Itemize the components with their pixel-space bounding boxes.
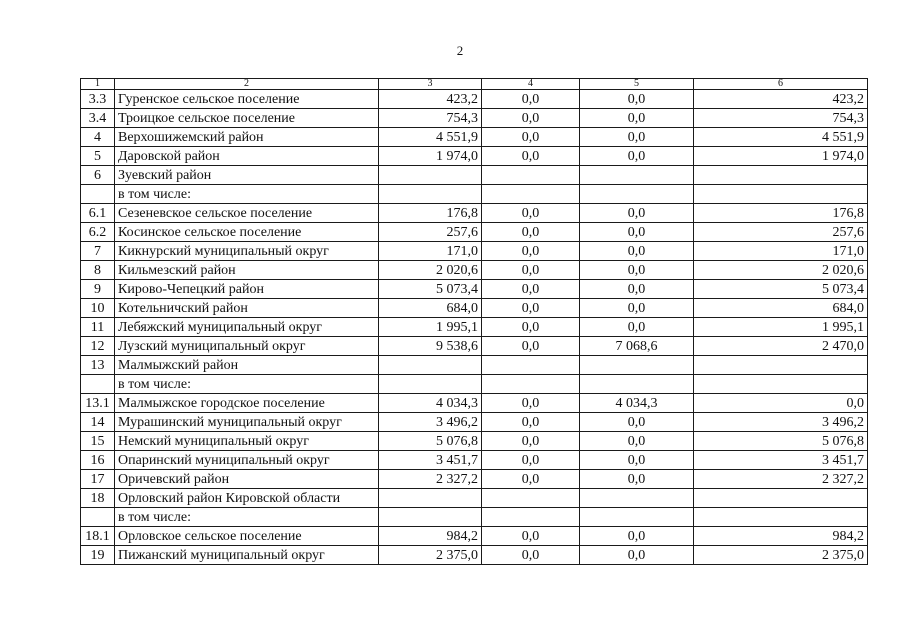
- row-number-cell: 14: [81, 413, 115, 432]
- amount-col5-cell: [580, 185, 694, 204]
- amount-col3-cell: 2 375,0: [379, 546, 482, 565]
- amount-col4-cell: 0,0: [482, 413, 580, 432]
- table-row: [81, 299, 868, 318]
- amount-col5-cell: [580, 508, 694, 527]
- amount-col5-cell: [580, 375, 694, 394]
- territory-name-cell: Мурашинский муниципальный округ: [115, 413, 379, 432]
- table-row: [81, 318, 868, 337]
- territory-name-cell: в том числе:: [115, 508, 379, 527]
- row-number-cell: 16: [81, 451, 115, 470]
- amount-col3-cell: 1 995,1: [379, 318, 482, 337]
- amount-col4-cell: 0,0: [482, 527, 580, 546]
- amount-col6-cell: [694, 356, 868, 375]
- amount-col6-cell: 1 995,1: [694, 318, 868, 337]
- amount-col3-cell: [379, 489, 482, 508]
- amount-col4-cell: [482, 375, 580, 394]
- territory-name-cell: Лузский муниципальный округ: [115, 337, 379, 356]
- table-body: [81, 79, 868, 565]
- amount-col3-cell: [379, 166, 482, 185]
- amount-col6-cell: 684,0: [694, 299, 868, 318]
- amount-col4-cell: 0,0: [482, 432, 580, 451]
- header-cell-col3: 3: [379, 79, 482, 90]
- amount-col6-cell: [694, 489, 868, 508]
- amount-col3-cell: 754,3: [379, 109, 482, 128]
- amount-col4-cell: [482, 508, 580, 527]
- amount-col4-cell: 0,0: [482, 261, 580, 280]
- header-cell-col6: 6: [694, 79, 868, 90]
- table-row: [81, 204, 868, 223]
- territory-name-cell: Пижанский муниципальный округ: [115, 546, 379, 565]
- amount-col6-cell: 4 551,9: [694, 128, 868, 147]
- amount-col4-cell: 0,0: [482, 451, 580, 470]
- amount-col5-cell: 0,0: [580, 546, 694, 565]
- amount-col3-cell: 176,8: [379, 204, 482, 223]
- territory-name-cell: в том числе:: [115, 375, 379, 394]
- row-number-cell: 6: [81, 166, 115, 185]
- table-row: [81, 128, 868, 147]
- amount-col6-cell: 2 020,6: [694, 261, 868, 280]
- amount-col6-cell: 176,8: [694, 204, 868, 223]
- table-row: [81, 90, 868, 109]
- amount-col3-cell: 9 538,6: [379, 337, 482, 356]
- row-number-cell: [81, 508, 115, 527]
- amount-col6-cell: 257,6: [694, 223, 868, 242]
- table-row: [81, 109, 868, 128]
- amount-col5-cell: 0,0: [580, 261, 694, 280]
- row-number-cell: 3.3: [81, 90, 115, 109]
- amount-col5-cell: 0,0: [580, 451, 694, 470]
- amount-col5-cell: 4 034,3: [580, 394, 694, 413]
- amount-col6-cell: 0,0: [694, 394, 868, 413]
- territory-name-cell: Орловское сельское поселение: [115, 527, 379, 546]
- table-row: [81, 375, 868, 394]
- amount-col6-cell: 5 073,4: [694, 280, 868, 299]
- amount-col3-cell: 423,2: [379, 90, 482, 109]
- header-cell-col5: 5: [580, 79, 694, 90]
- territory-name-cell: Верхошижемский район: [115, 128, 379, 147]
- amount-col5-cell: 0,0: [580, 413, 694, 432]
- amount-col3-cell: 3 496,2: [379, 413, 482, 432]
- header-cell-col1: 1: [81, 79, 115, 90]
- amount-col5-cell: [580, 489, 694, 508]
- table-row: [81, 242, 868, 261]
- territory-name-cell: Троицкое сельское поселение: [115, 109, 379, 128]
- amount-col4-cell: [482, 489, 580, 508]
- table-row: [81, 489, 868, 508]
- table-row: [81, 546, 868, 565]
- amount-col5-cell: 0,0: [580, 204, 694, 223]
- row-number-cell: 19: [81, 546, 115, 565]
- amount-col5-cell: 0,0: [580, 318, 694, 337]
- amount-col5-cell: 0,0: [580, 527, 694, 546]
- territory-name-cell: Кикнурский муниципальный округ: [115, 242, 379, 261]
- row-number-cell: [81, 185, 115, 204]
- row-number-cell: 6.2: [81, 223, 115, 242]
- table-row: [81, 147, 868, 166]
- amount-col4-cell: 0,0: [482, 280, 580, 299]
- amount-col6-cell: [694, 166, 868, 185]
- amount-col5-cell: 0,0: [580, 109, 694, 128]
- amount-col4-cell: 0,0: [482, 299, 580, 318]
- row-number-cell: 18: [81, 489, 115, 508]
- amount-col5-cell: 0,0: [580, 299, 694, 318]
- row-number-cell: 5: [81, 147, 115, 166]
- row-number-cell: 3.4: [81, 109, 115, 128]
- amount-col4-cell: 0,0: [482, 204, 580, 223]
- amount-col6-cell: [694, 508, 868, 527]
- amount-col3-cell: 171,0: [379, 242, 482, 261]
- territory-name-cell: Косинское сельское поселение: [115, 223, 379, 242]
- row-number-cell: 8: [81, 261, 115, 280]
- amount-col4-cell: 0,0: [482, 318, 580, 337]
- amount-col3-cell: 5 073,4: [379, 280, 482, 299]
- header-cell-col4: 4: [482, 79, 580, 90]
- table-header-row: [81, 79, 868, 90]
- row-number-cell: 17: [81, 470, 115, 489]
- territory-name-cell: Даровской район: [115, 147, 379, 166]
- amount-col5-cell: [580, 356, 694, 375]
- territory-name-cell: Лебяжский муниципальный округ: [115, 318, 379, 337]
- amount-col6-cell: 423,2: [694, 90, 868, 109]
- territory-name-cell: Сезеневское сельское поселение: [115, 204, 379, 223]
- territory-name-cell: Малмыжское городское поселение: [115, 394, 379, 413]
- amount-col6-cell: 171,0: [694, 242, 868, 261]
- territory-name-cell: в том числе:: [115, 185, 379, 204]
- amount-col4-cell: [482, 356, 580, 375]
- page-number: 2: [456, 43, 464, 58]
- amount-col5-cell: 0,0: [580, 147, 694, 166]
- amount-col6-cell: 1 974,0: [694, 147, 868, 166]
- table-row: [81, 432, 868, 451]
- territory-name-cell: Кильмезский район: [115, 261, 379, 280]
- amount-col4-cell: [482, 166, 580, 185]
- amount-col6-cell: [694, 185, 868, 204]
- territory-name-cell: Зуевский район: [115, 166, 379, 185]
- amount-col3-cell: 2 020,6: [379, 261, 482, 280]
- amount-col3-cell: 4 551,9: [379, 128, 482, 147]
- row-number-cell: 15: [81, 432, 115, 451]
- amount-col6-cell: 5 076,8: [694, 432, 868, 451]
- amount-col4-cell: [482, 185, 580, 204]
- table-row: [81, 527, 868, 546]
- row-number-cell: 18.1: [81, 527, 115, 546]
- amount-col4-cell: 0,0: [482, 147, 580, 166]
- amount-col5-cell: 0,0: [580, 242, 694, 261]
- territory-name-cell: Котельничский район: [115, 299, 379, 318]
- amount-col4-cell: 0,0: [482, 109, 580, 128]
- amount-col6-cell: 2 470,0: [694, 337, 868, 356]
- amount-col3-cell: 1 974,0: [379, 147, 482, 166]
- amount-col6-cell: 754,3: [694, 109, 868, 128]
- territory-name-cell: Гуренское сельское поселение: [115, 90, 379, 109]
- amount-col3-cell: 984,2: [379, 527, 482, 546]
- territory-name-cell: Немский муниципальный округ: [115, 432, 379, 451]
- row-number-cell: 7: [81, 242, 115, 261]
- row-number-cell: 11: [81, 318, 115, 337]
- row-number-cell: 9: [81, 280, 115, 299]
- table-row: [81, 470, 868, 489]
- amount-col6-cell: 3 496,2: [694, 413, 868, 432]
- amount-col4-cell: 0,0: [482, 546, 580, 565]
- header-cell-col2: 2: [115, 79, 379, 90]
- amount-col5-cell: 0,0: [580, 470, 694, 489]
- amount-col3-cell: 5 076,8: [379, 432, 482, 451]
- amount-col3-cell: [379, 508, 482, 527]
- amount-col4-cell: 0,0: [482, 337, 580, 356]
- amount-col5-cell: 0,0: [580, 432, 694, 451]
- table-row: [81, 413, 868, 432]
- table-row: [81, 223, 868, 242]
- amount-col5-cell: 0,0: [580, 280, 694, 299]
- row-number-cell: 6.1: [81, 204, 115, 223]
- territory-name-cell: Опаринский муниципальный округ: [115, 451, 379, 470]
- territory-name-cell: Кирово-Чепецкий район: [115, 280, 379, 299]
- amount-col3-cell: [379, 375, 482, 394]
- amount-col4-cell: 0,0: [482, 242, 580, 261]
- table-row: [81, 261, 868, 280]
- table-row: [81, 280, 868, 299]
- budget-table: [80, 78, 868, 565]
- row-number-cell: [81, 375, 115, 394]
- row-number-cell: 10: [81, 299, 115, 318]
- row-number-cell: 12: [81, 337, 115, 356]
- row-number-cell: 4: [81, 128, 115, 147]
- amount-col3-cell: 684,0: [379, 299, 482, 318]
- amount-col4-cell: 0,0: [482, 223, 580, 242]
- amount-col4-cell: 0,0: [482, 90, 580, 109]
- row-number-cell: 13.1: [81, 394, 115, 413]
- row-number-cell: 13: [81, 356, 115, 375]
- table-row: [81, 451, 868, 470]
- amount-col5-cell: 0,0: [580, 90, 694, 109]
- amount-col6-cell: 3 451,7: [694, 451, 868, 470]
- amount-col4-cell: 0,0: [482, 128, 580, 147]
- table-row: [81, 508, 868, 527]
- table-row: [81, 185, 868, 204]
- table-row: [81, 356, 868, 375]
- territory-name-cell: Оричевский район: [115, 470, 379, 489]
- table-row: [81, 394, 868, 413]
- territory-name-cell: Малмыжский район: [115, 356, 379, 375]
- amount-col3-cell: 4 034,3: [379, 394, 482, 413]
- amount-col3-cell: 3 451,7: [379, 451, 482, 470]
- amount-col5-cell: [580, 166, 694, 185]
- table-row: [81, 337, 868, 356]
- amount-col5-cell: 0,0: [580, 223, 694, 242]
- table-row: [81, 166, 868, 185]
- amount-col4-cell: 0,0: [482, 470, 580, 489]
- amount-col5-cell: 7 068,6: [580, 337, 694, 356]
- territory-name-cell: Орловский район Кировской области: [115, 489, 379, 508]
- amount-col6-cell: 2 327,2: [694, 470, 868, 489]
- amount-col3-cell: 2 327,2: [379, 470, 482, 489]
- amount-col3-cell: [379, 185, 482, 204]
- amount-col3-cell: 257,6: [379, 223, 482, 242]
- amount-col5-cell: 0,0: [580, 128, 694, 147]
- amount-col3-cell: [379, 356, 482, 375]
- amount-col4-cell: 0,0: [482, 394, 580, 413]
- amount-col6-cell: [694, 375, 868, 394]
- amount-col6-cell: 984,2: [694, 527, 868, 546]
- amount-col6-cell: 2 375,0: [694, 546, 868, 565]
